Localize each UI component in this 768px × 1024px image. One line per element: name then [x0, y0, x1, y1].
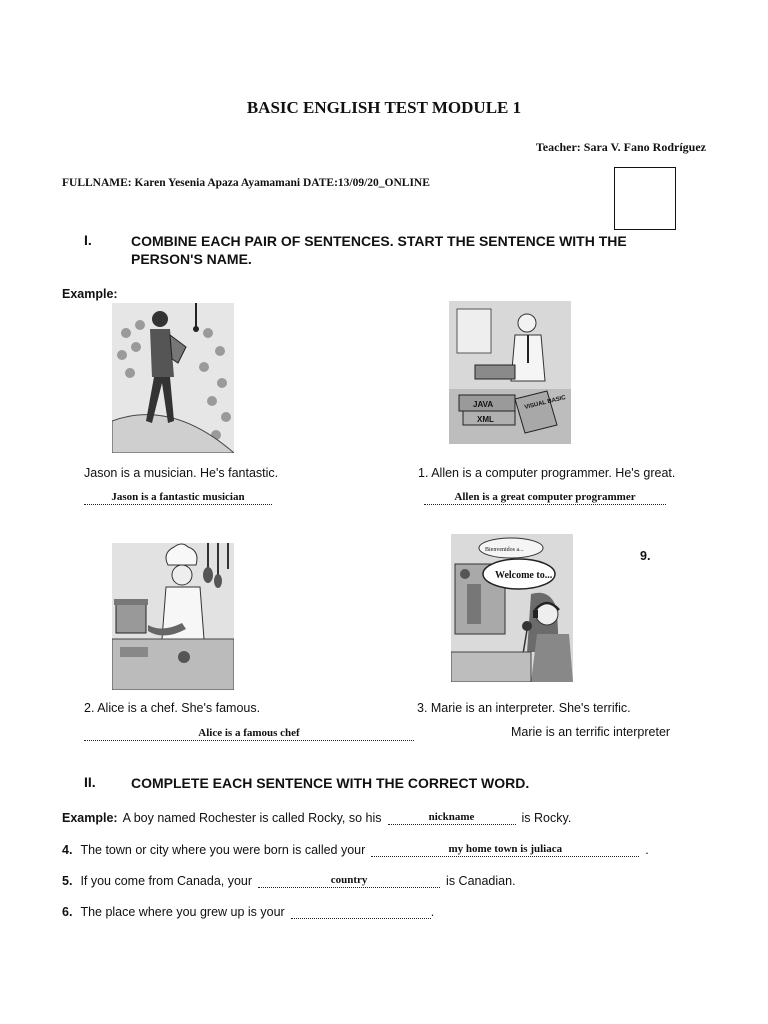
- question-6: [62, 904, 434, 919]
- section-1-title: COMBINE EACH PAIR OF SENTENCES. START THE SENTENCE WITH THE PERSON'S NAME.: [131, 233, 627, 267]
- question-6-number: 6.: [62, 905, 73, 919]
- item-2-caption: 2. Alice is a chef. She's famous.: [84, 701, 261, 715]
- item-1-answer[interactable]: Allen is a great computer programmer: [424, 490, 666, 505]
- question-5-answer[interactable]: country: [258, 873, 440, 888]
- side-number: 9.: [640, 549, 651, 563]
- page-title: BASIC ENGLISH TEST MODULE 1: [246, 98, 522, 117]
- example-sentence-after: is Rocky.: [521, 811, 572, 825]
- speech-bubble-small: Bienvenidos a...: [485, 547, 524, 553]
- speech-bubble-welcome: Welcome to...: [495, 570, 553, 581]
- question-5-text: If you come from Canada, your: [80, 874, 253, 888]
- section-2-number: II.: [84, 774, 96, 790]
- chef-cooking-icon: [112, 543, 234, 690]
- section-2-title: COMPLETE EACH SENTENCE WITH THE CORRECT WORD.: [131, 775, 530, 791]
- question-6-text: The place where you grew up is your: [80, 905, 285, 919]
- computer-programmer-icon: [449, 301, 571, 444]
- item-example-caption: Jason is a musician. He's fantastic.: [84, 466, 279, 480]
- book-label-xml: XML: [477, 415, 494, 424]
- question-5: [62, 873, 516, 888]
- question-4-answer[interactable]: my home town is juliaca: [371, 842, 639, 857]
- question-5-number: 5.: [62, 874, 73, 888]
- example-sentence-label: Example:: [62, 811, 118, 825]
- example-label: Example:: [62, 287, 118, 301]
- question-5-end: is Canadian.: [446, 874, 516, 888]
- item-1-caption: 1. Allen is a computer programmer. He's great.: [418, 466, 676, 480]
- question-4-number: 4.: [62, 843, 73, 857]
- saxophone-player-icon: [112, 303, 234, 453]
- teacher-name: Teacher: Sara V. Fano Rodríguez: [535, 140, 706, 154]
- question-4: [62, 842, 649, 857]
- example-sentence-answer: nickname: [388, 810, 516, 825]
- question-4-text: The town or city where you were born is called your: [80, 843, 366, 857]
- book-label-java: JAVA: [473, 400, 494, 409]
- item-example-answer: Jason is a fantastic musician: [84, 490, 272, 505]
- question-6-answer[interactable]: [291, 904, 431, 919]
- example-sentence-before: A boy named Rochester is called Rocky, so his: [122, 811, 382, 825]
- book-label-visual-basic: VISUAL BASIC: [524, 394, 567, 411]
- question-6-end: .: [430, 905, 435, 919]
- grade-box: [614, 167, 676, 230]
- question-4-end: .: [645, 843, 649, 857]
- section-1-number: I.: [84, 232, 92, 248]
- item-3-answer[interactable]: Marie is an terrific interpreter: [511, 725, 671, 739]
- item-2-answer[interactable]: Alice is a famous chef: [84, 726, 414, 741]
- item-3-caption: 3. Marie is an interpreter. She's terrific.: [417, 701, 631, 715]
- student-info: FULLNAME: Karen Yesenia Apaza Ayamamani DATE:13/09/20_ONLINE: [62, 177, 430, 189]
- interpreter-headset-icon: [451, 534, 573, 682]
- example-sentence: [62, 810, 571, 825]
